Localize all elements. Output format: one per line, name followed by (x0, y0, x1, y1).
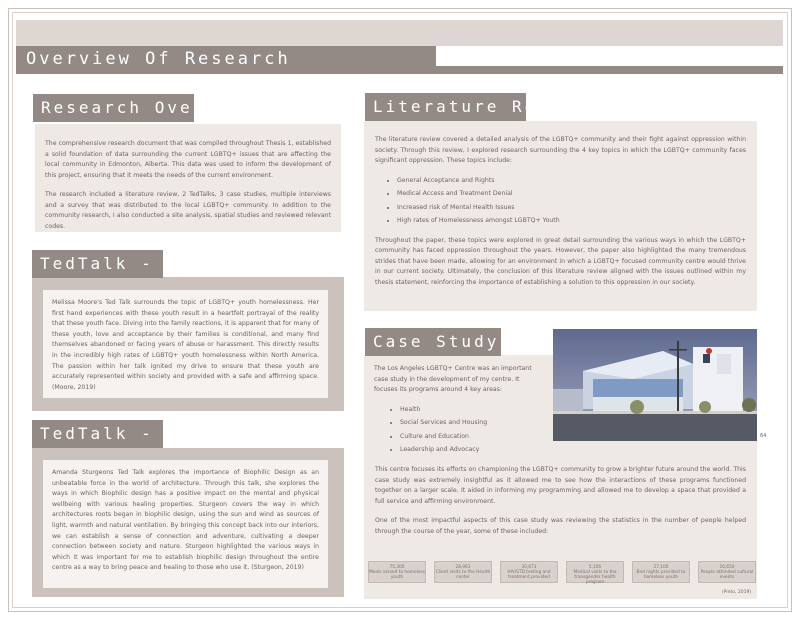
page-title: Overview Of Research (16, 46, 436, 74)
stat-card (434, 561, 492, 583)
stat-label: People attended cultural events (700, 570, 754, 580)
tedtalk-1-heading: TedTalk - 1 (32, 250, 163, 278)
statistics-row (368, 561, 756, 585)
page-number: 64 (760, 433, 767, 439)
la-lgbt-centre-photo (553, 329, 757, 441)
stat-label: Meals served to homeless youth (369, 570, 425, 580)
case-study-paragraph-2: One of the most impactful aspects of this case study was reviewing the statistics in the number of people helped through the course of the year, some of these included: (375, 517, 746, 535)
case-study-area: • Leadership and Advocacy (400, 445, 536, 456)
literature-topic: • General Acceptance and Rights (397, 176, 746, 187)
research-overview-paragraph-1: The comprehensive research document that was compiled throughout Thesis 1, established a solid foundation of data surrounding the current LGBTQ+ issues that are affecting the local community in Edmonton, Alberta. This data was used to inform the development of this project, ensuring that it meets the needs of the current environment. (45, 140, 331, 179)
stat-label: HIV/STD testing and treatment provided (507, 570, 551, 580)
research-overview-paragraph-2: The research included a literature review, 2 TedTalks, 3 case studies, multiple interviews and a survey that was distributed to the local LGBTQ+ community. In addition to the community research, I also conducted a site analysis, spatial studies and reviewed relevant codes. (45, 191, 331, 230)
research-overview-panel (35, 124, 341, 232)
literature-conclusion: Throughout the paper, these topics were explored in great detail surrounding the various ways in which the LGBTQ+ community has faced oppression throughout the years. However, the paper also highlighted the many tremendous strides that have been made, allowing for an environment in which a LGBTQ+ focused community centre would thrive in our current society. Ultimately, the conclusion of this literature review aligned with the issues outlined within my thesis statement, reinforcing the importance of establishing a solution to this oppression in our society. (375, 236, 746, 286)
stat-label: Bed nights provided to homeless youth (636, 570, 686, 580)
top-banner (16, 20, 783, 46)
literature-topic: • High rates of Homelessness amongst LGBTQ+ Youth (397, 216, 746, 227)
stat-card (500, 561, 558, 583)
case-study-citation: (Pinto, 2019) (722, 590, 752, 595)
stat-number: 28,963 (455, 565, 471, 570)
research-overview-heading: Research Overview (33, 94, 194, 122)
title-underline (436, 66, 783, 74)
tedtalk-2-heading: TedTalk - 2 (32, 420, 163, 448)
case-study-body (364, 465, 757, 555)
literature-intro: The literature review covered a detailed analysis of the LGBTQ+ community and their fight against oppression within society. Through this review, I explored research surrounding the 4 key topics in which the LGBTQ+ community faces significant oppression. These topics include: (375, 136, 746, 164)
tedtalk-1-card: Melissa Moore's Ted Talk surrounds the topic of LGBTQ+ youth homelessness. Her first hand experiences with these youth result in a heartfelt portrayal of the reality that these youth face. Diving into the family reactions, it is apparent that for many of these youth, love and acceptance by their families is conditional, and many find themselves abandoned or facing years of abuse or harassment. This directly results in the incredibly high rates of LGBTQ+ youth homelessness within North America. The passion within her talk ignited my drive to ensure that these youth are accurately represented within society and provided with a safe and affirming space. (Moore, 2019) (43, 290, 328, 398)
stat-number: 30,673 (521, 565, 537, 570)
case-study-area: • Social Services and Housing (400, 418, 536, 429)
stat-number: 5,106 (588, 565, 602, 570)
stat-number: 16,650 (719, 565, 735, 570)
literature-topic: • Increased risk of Mental Health Issues (397, 203, 746, 214)
case-study-area: • Health (400, 405, 536, 416)
case-study-area: • Culture and Education (400, 432, 536, 443)
stat-card (566, 561, 624, 583)
literature-topic-list (397, 176, 746, 227)
case-study-heading: Case Study - 1 (365, 328, 501, 356)
tedtalk-2-card: Amanda Sturgeons Ted Talk explores the importance of Biophilic Design as an unbeatable force in the world of architecture. Through this talk, she explores the ways in which Biophilic design has a positive impact on the mental and physical wellbeing with various healing properties. Sturgeon covers the way in which architectures roots began in biophilic design, using the sun and wind as sources of light, warmth and natural ventilation. By bringing this concept back into our interiors, we can establish a sense of connection and adventure, cultivating a deeper connection between society and nature. Sturgeon highlighted the various ways in which it was important for me to establish biophilic design throughout the entire centre as a way to bring peace and healing to those who use it. (Sturgeon, 2019) (43, 460, 328, 588)
stat-card (632, 561, 690, 583)
stat-card (698, 561, 756, 583)
case-study-intro: The Los Angeles LGBTQ+ Centre was an important case study in the development of my centre. It focuses its programs around 4 key areas: (374, 365, 532, 393)
literature-review-panel (364, 121, 757, 311)
case-study-area-list (400, 405, 536, 456)
stat-label: Client visits to the Health center (435, 570, 491, 580)
stat-number: 75,300 (389, 565, 405, 570)
literature-review-heading: Literature Review (365, 93, 526, 121)
stat-label: Medical visits to the transgender health program (573, 570, 617, 585)
stat-number: 27,100 (653, 565, 669, 570)
case-study-intro-block (364, 357, 544, 459)
literature-topic: • Medical Access and Treatment Denial (397, 189, 746, 200)
case-study-paragraph-1: This centre focuses its efforts on championing the LGBTQ+ community to grow a brighter future around the world. This case study was extremely insightful as it allowed me to see how the interactions of these programs functioned together on a larger scale. It aided in informing my programming and allowed me to develop a space that provided a full service and affirming environment. (375, 466, 746, 505)
stat-card (368, 561, 426, 583)
